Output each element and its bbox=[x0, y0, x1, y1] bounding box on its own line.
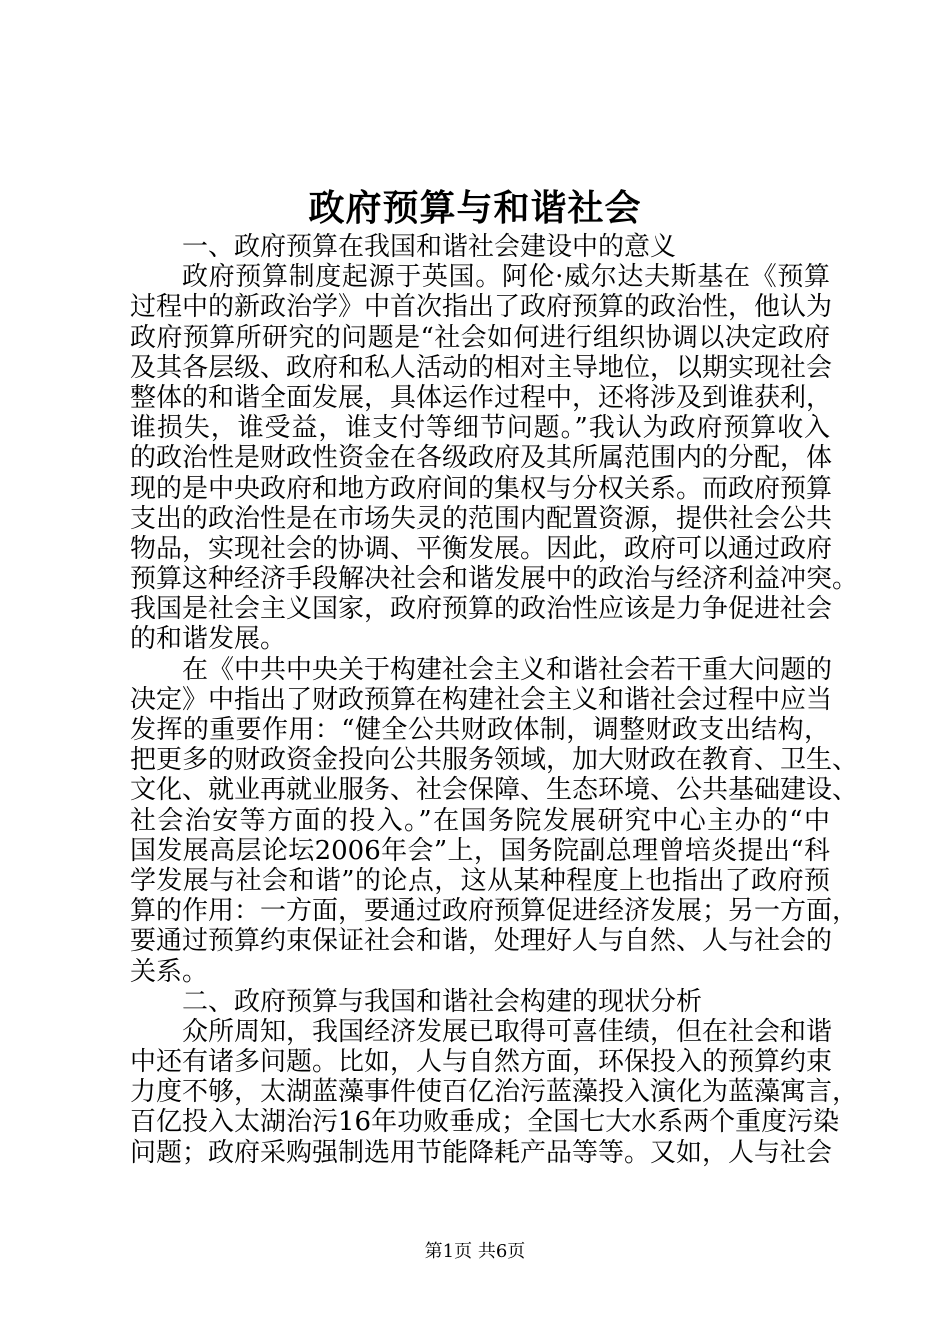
text-line: 文化、就业再就业服务、社会保障、生态环境、公共基础建设、 bbox=[130, 775, 859, 806]
text-line: 支出的政治性是在市场失灵的范围内配置资源，提供社会公共 bbox=[130, 503, 833, 534]
text-line: 预算这种经济手段解决社会和谐发展中的政治与经济利益冲突。 bbox=[130, 564, 859, 595]
text-line: 决定》中指出了财政预算在构建社会主义和谐社会过程中应当 bbox=[130, 684, 833, 715]
text-line: 一、政府预算在我国和谐社会建设中的意义 bbox=[182, 232, 677, 262]
text-line: 现的是中央政府和地方政府间的集权与分权关系。而政府预算 bbox=[130, 473, 833, 504]
text-line: 的政治性是财政性资金在各级政府及其所属范围内的分配，体 bbox=[130, 443, 833, 474]
text-line: 物品，实现社会的协调、平衡发展。因此，政府可以通过政府 bbox=[130, 533, 833, 564]
text-line: 力度不够，太湖蓝藻事件使百亿治污蓝藻投入演化为蓝藻寓言， bbox=[130, 1077, 859, 1108]
text-line: 整体的和谐全面发展，具体运作过程中，还将涉及到谁获利， bbox=[130, 382, 833, 413]
text-line: 学发展与社会和谐”的论点，这从某种程度上也指出了政府预 bbox=[130, 865, 830, 896]
document-body bbox=[130, 232, 859, 1168]
text-line: 及其各层级、政府和私人活动的相对主导地位，以期实现社会 bbox=[130, 352, 833, 383]
text-line: 谁损失，谁受益，谁支付等细节问题。”我认为政府预算收入 bbox=[130, 413, 830, 444]
text-line: 要通过预算约束保证社会和谐，处理好人与自然、人与社会的 bbox=[130, 926, 833, 957]
text-line: 问题；政府采购强制选用节能降耗产品等等。又如，人与社会 bbox=[130, 1137, 833, 1168]
text-line: 众所周知，我国经济发展已取得可喜佳绩，但在社会和谐 bbox=[182, 1016, 833, 1047]
text-line: 中还有诸多问题。比如，人与自然方面，环保投入的预算约束 bbox=[130, 1047, 833, 1078]
text-line: 的和谐发展。 bbox=[130, 624, 287, 655]
page-footer: 第1页 共6页 bbox=[424, 1241, 526, 1262]
text-line: 百亿投入太湖治污16年功败垂成；全国七大水系两个重度污染 bbox=[130, 1107, 840, 1138]
text-line: 把更多的财政资金投向公共服务领域，加大财政在教育、卫生、 bbox=[130, 745, 859, 776]
text-line: 二、政府预算与我国和谐社会构建的现状分析 bbox=[182, 986, 703, 1017]
text-line: 算的作用：一方面，要通过政府预算促进经济发展；另一方面， bbox=[130, 896, 859, 927]
text-line: 政府预算所研究的问题是“社会如何进行组织协调以决定政府 bbox=[130, 322, 830, 353]
text-line: 关系。 bbox=[130, 956, 209, 987]
text-line: 我国是社会主义国家，政府预算的政治性应该是力争促进社会 bbox=[130, 594, 833, 625]
text-line: 社会治安等方面的投入。”在国务院发展研究中心主办的“中 bbox=[130, 805, 830, 836]
text-line: 政府预算制度起源于英国。阿伦·威尔达夫斯基在《预算 bbox=[182, 262, 830, 293]
text-line: 发挥的重要作用：“健全公共财政体制，调整财政支出结构， bbox=[130, 715, 830, 745]
text-line: 国发展高层论坛2006年会”上，国务院副总理曾培炎提出“科 bbox=[130, 835, 830, 866]
text-line: 在《中共中央关于构建社会主义和谐社会若干重大问题的 bbox=[182, 654, 833, 685]
text-line: 过程中的新政治学》中首次指出了政府预算的政治性，他认为 bbox=[130, 292, 833, 323]
document-title: 政府预算与和谐社会 bbox=[308, 187, 642, 229]
